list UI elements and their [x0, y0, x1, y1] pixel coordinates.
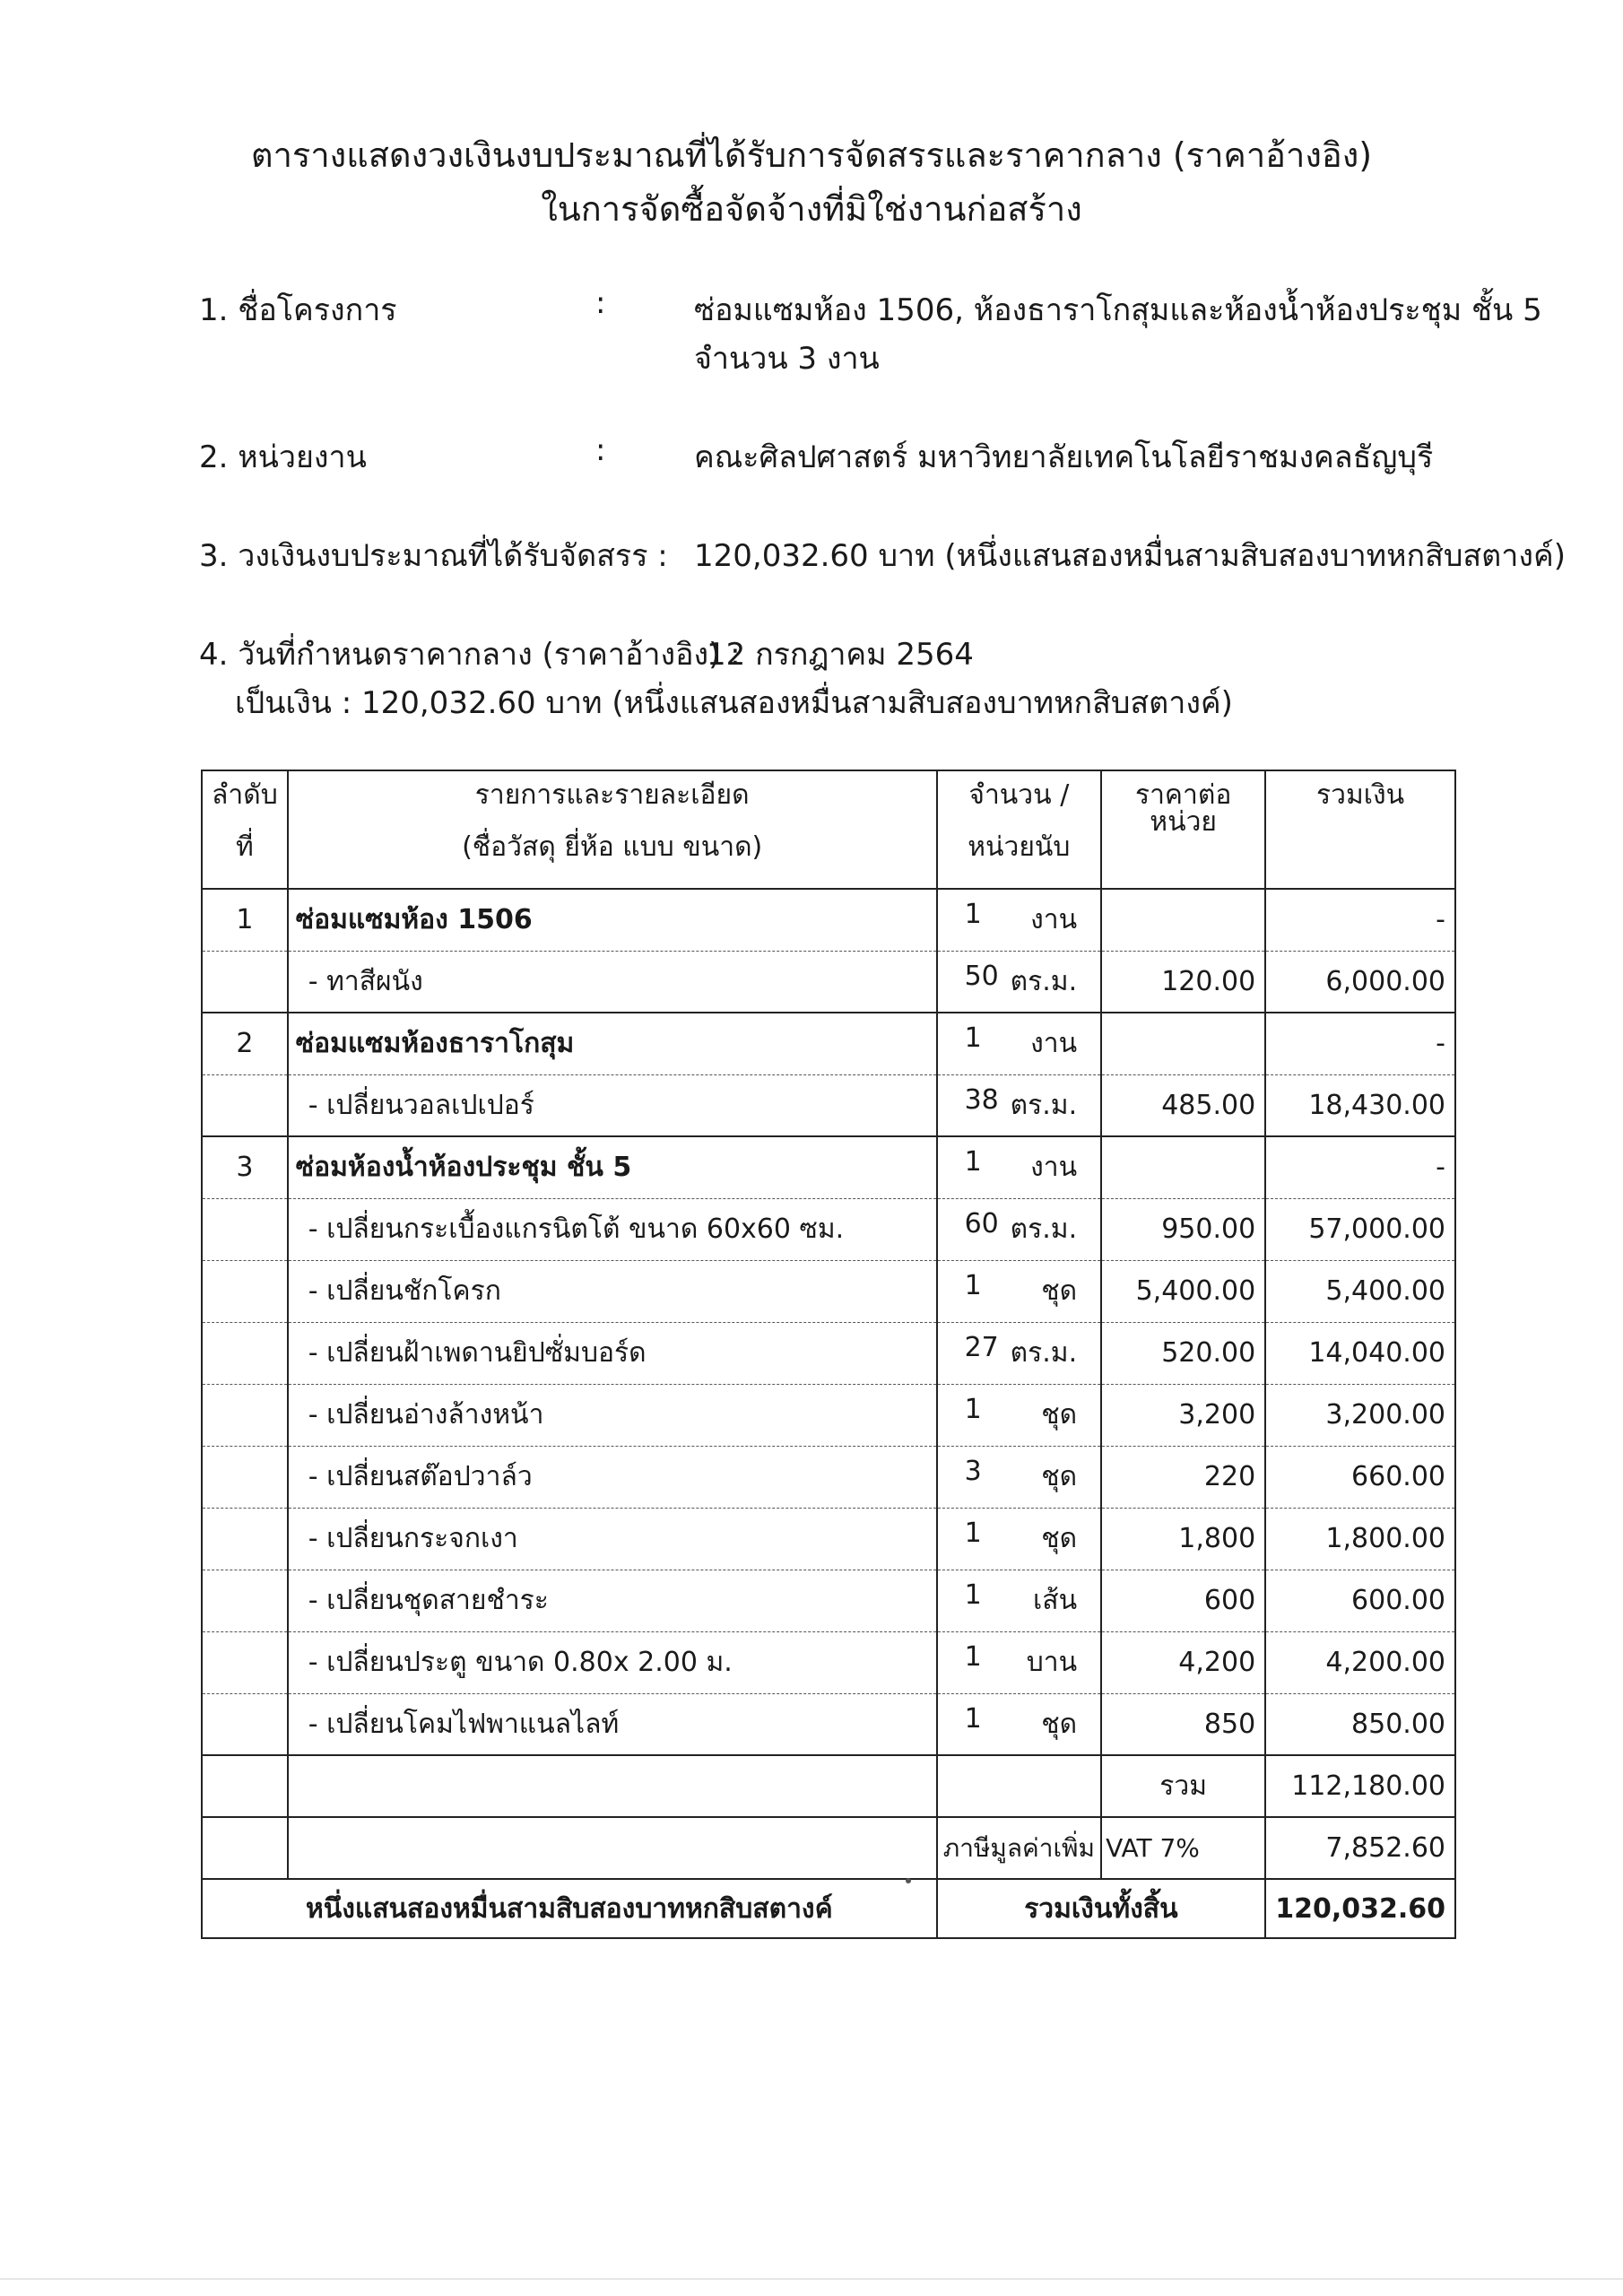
row-qty	[937, 951, 1102, 1013]
row-item: ซ่อมแซมห้อง 1506	[288, 889, 937, 951]
item-row	[202, 1260, 1455, 1322]
row-total: 660.00	[1265, 1446, 1455, 1508]
row-item: - ทาสีผนัง	[288, 951, 937, 1013]
row-total: 18,430.00	[1265, 1074, 1455, 1136]
row-item: - เปลี่ยนสต๊อปวาล์ว	[288, 1446, 937, 1508]
grand-total-label: รวมเงินทั้งสิ้น	[937, 1879, 1266, 1938]
header-unit-price: ราคาต่อหน่วย	[1101, 770, 1265, 889]
row-qty-number: 1	[964, 899, 982, 931]
row-qty-number: 1	[964, 1579, 982, 1611]
row-total: 6,000.00	[1265, 951, 1455, 1013]
header-total: รวมเงิน	[1265, 770, 1455, 889]
row-qty-unit: ตร.ม.	[1010, 1089, 1078, 1121]
header-qty: จำนวน / หน่วยนับ	[937, 770, 1102, 889]
row-qty	[937, 1322, 1102, 1384]
row-item: - เปลี่ยนโคมไฟพาแนลไลท์	[288, 1693, 937, 1755]
row-qty-unit: ชุด	[1041, 1708, 1078, 1740]
row-item: - เปลี่ยนชักโครก	[288, 1260, 937, 1322]
row-unit-price: 850	[1101, 1693, 1265, 1755]
item-row	[202, 1631, 1455, 1693]
row-qty-number: 1	[964, 1146, 982, 1178]
reference-date-value: 12 กรกฎาคม 2564	[707, 637, 974, 673]
row-no	[202, 1508, 288, 1570]
row-no	[202, 1446, 288, 1508]
row-unit-price: 950.00	[1101, 1198, 1265, 1260]
item-row	[202, 1384, 1455, 1446]
item-row	[202, 1322, 1455, 1384]
vat-row	[202, 1817, 1455, 1879]
row-unit-price: 600	[1101, 1570, 1265, 1631]
row-qty-number: 3	[964, 1456, 982, 1487]
row-total: 14,040.00	[1265, 1322, 1455, 1384]
row-qty-number: 38	[964, 1083, 999, 1116]
row-qty-unit: ชุด	[1041, 1275, 1078, 1307]
project-value: ซ่อมแซมห้อง 1506, ห้องธาราโกสุมและห้องน้ำห้องประชุม ชั้น 5	[694, 292, 1542, 328]
section-row	[202, 889, 1455, 951]
row-unit-price	[1101, 1013, 1265, 1074]
row-unit-price	[1101, 889, 1265, 951]
row-qty-unit: งาน	[1030, 904, 1078, 936]
grand-total-words: หนึ่งแสนสองหมื่นสามสิบสองบาทหกสิบสตางค์	[202, 1879, 937, 1938]
row-item: - เปลี่ยนกระจกเงา	[288, 1508, 937, 1570]
row-qty	[937, 1693, 1102, 1755]
row-qty	[937, 889, 1102, 951]
row-qty	[937, 1570, 1102, 1631]
project-label: 1. ชื่อโครงการ	[199, 292, 397, 328]
row-qty	[937, 1260, 1102, 1322]
vat-rate: VAT 7%	[1101, 1817, 1265, 1879]
row-item: - เปลี่ยนประตู ขนาด 0.80x 2.00 ม.	[288, 1631, 937, 1693]
project-count: จำนวน 3 งาน	[694, 341, 880, 377]
scan-speck	[906, 1878, 911, 1883]
row-qty	[937, 1508, 1102, 1570]
row-item: - เปลี่ยนชุดสายชำระ	[288, 1570, 937, 1631]
row-total: 57,000.00	[1265, 1198, 1455, 1260]
budget-label: 3. วงเงินงบประมาณที่ได้รับจัดสรร :	[199, 538, 668, 574]
row-no	[202, 1074, 288, 1136]
row-unit-price: 4,200	[1101, 1631, 1265, 1693]
row-no	[202, 1198, 288, 1260]
row-qty-number: 27	[964, 1332, 999, 1363]
row-qty-number: 1	[964, 1270, 982, 1301]
row-item: - เปลี่ยนฝ้าเพดานยิปซั่มบอร์ด	[288, 1322, 937, 1384]
reference-amount: เป็นเงิน : 120,032.60 บาท (หนึ่งแสนสองหมื่นสามสิบสองบาทหกสิบสตางค์)	[235, 685, 1233, 721]
item-row	[202, 1198, 1455, 1260]
item-row	[202, 1446, 1455, 1508]
row-item: - เปลี่ยนวอลเปเปอร์	[288, 1074, 937, 1136]
row-qty-unit: ชุด	[1041, 1523, 1078, 1554]
header-item: รายการและรายละเอียด (ชื่อวัสดุ ยี่ห้อ แบบ ขนาด)	[288, 770, 937, 889]
grand-total-value: 120,032.60	[1265, 1879, 1455, 1938]
price-table	[201, 770, 1456, 1939]
row-qty-number: 1	[964, 1022, 982, 1055]
item-row	[202, 1693, 1455, 1755]
row-qty-unit: ชุด	[1041, 1461, 1078, 1492]
header-no: ลำดับ ที่	[202, 770, 288, 889]
item-row	[202, 951, 1455, 1013]
row-unit-price: 1,800	[1101, 1508, 1265, 1570]
subtotal-label: รวม	[1101, 1755, 1265, 1817]
unit-label: 2. หน่วยงาน	[199, 439, 367, 475]
row-qty	[937, 1384, 1102, 1446]
row-qty-number: 1	[964, 1702, 982, 1735]
project-colon: :	[595, 285, 606, 321]
row-qty-number: 50	[964, 960, 999, 992]
row-item: ซ่อมห้องน้ำห้องประชุม ชั้น 5	[288, 1136, 937, 1198]
row-total: 3,200.00	[1265, 1384, 1455, 1446]
row-unit-price: 485.00	[1101, 1074, 1265, 1136]
row-qty-unit: ชุด	[1041, 1399, 1078, 1431]
grand-total-row	[202, 1879, 1455, 1938]
row-qty-unit: บาน	[1026, 1647, 1078, 1678]
row-no: 1	[202, 889, 288, 951]
row-qty-unit: ตร.ม.	[1010, 965, 1078, 997]
row-qty-number: 1	[964, 1394, 982, 1425]
row-no	[202, 1693, 288, 1755]
row-qty-number: 60	[964, 1208, 999, 1239]
unit-value: คณะศิลปศาสตร์ มหาวิทยาลัยเทคโนโลยีราชมงคลธัญบุรี	[694, 439, 1434, 475]
row-unit-price: 220	[1101, 1446, 1265, 1508]
row-total: 4,200.00	[1265, 1631, 1455, 1693]
section-row	[202, 1013, 1455, 1074]
row-unit-price: 3,200	[1101, 1384, 1265, 1446]
budget-value: 120,032.60 บาท (หนึ่งแสนสองหมื่นสามสิบสองบาทหกสิบสตางค์)	[694, 538, 1566, 574]
row-qty-unit: เส้น	[1033, 1585, 1078, 1616]
row-no	[202, 1260, 288, 1322]
row-item: - เปลี่ยนกระเบื้องแกรนิตโต้ ขนาด 60x60 ซม.	[288, 1198, 937, 1260]
row-unit-price: 120.00	[1101, 951, 1265, 1013]
vat-label: ภาษีมูลค่าเพิ่ม	[937, 1817, 1102, 1879]
row-item: ซ่อมแซมห้องธาราโกสุม	[288, 1013, 937, 1074]
row-qty	[937, 1013, 1102, 1074]
row-no	[202, 1322, 288, 1384]
row-qty	[937, 1446, 1102, 1508]
row-unit-price: 5,400.00	[1101, 1260, 1265, 1322]
row-no	[202, 1384, 288, 1446]
row-total: -	[1265, 889, 1455, 951]
row-qty-number: 1	[964, 1518, 982, 1549]
row-qty-unit: งาน	[1030, 1152, 1078, 1184]
scan-edge-line	[0, 2278, 1623, 2280]
row-unit-price	[1101, 1136, 1265, 1198]
unit-colon: :	[595, 432, 606, 468]
row-qty	[937, 1136, 1102, 1198]
subtotal-row	[202, 1755, 1455, 1817]
row-no	[202, 951, 288, 1013]
row-no	[202, 1570, 288, 1631]
row-total: 1,800.00	[1265, 1508, 1455, 1570]
document-title-line-2: ในการจัดซื้อจัดจ้างที่มิใช่งานก่อสร้าง	[541, 189, 1082, 229]
row-item: - เปลี่ยนอ่างล้างหน้า	[288, 1384, 937, 1446]
row-total: 850.00	[1265, 1693, 1455, 1755]
row-qty	[937, 1198, 1102, 1260]
vat-value: 7,852.60	[1265, 1817, 1455, 1879]
row-total: 600.00	[1265, 1570, 1455, 1631]
row-qty	[937, 1631, 1102, 1693]
reference-date-label: 4. วันที่กำหนดราคากลาง (ราคาอ้างอิง) :	[199, 637, 741, 673]
item-row	[202, 1508, 1455, 1570]
document-title-line-1: ตารางแสดงวงเงินงบประมาณที่ได้รับการจัดสรรและราคากลาง (ราคาอ้างอิง)	[250, 135, 1373, 175]
row-total: 5,400.00	[1265, 1260, 1455, 1322]
row-qty-number: 1	[964, 1641, 982, 1673]
row-qty	[937, 1074, 1102, 1136]
row-no: 2	[202, 1013, 288, 1074]
row-qty-unit: ตร.ม.	[1010, 1213, 1078, 1245]
row-total: -	[1265, 1136, 1455, 1198]
row-qty-unit: ตร.ม.	[1010, 1337, 1078, 1369]
row-no	[202, 1631, 288, 1693]
row-qty-unit: งาน	[1030, 1028, 1078, 1060]
section-row	[202, 1136, 1455, 1198]
item-row	[202, 1074, 1455, 1136]
row-no: 3	[202, 1136, 288, 1198]
row-total: -	[1265, 1013, 1455, 1074]
subtotal-value: 112,180.00	[1265, 1755, 1455, 1817]
row-unit-price: 520.00	[1101, 1322, 1265, 1384]
table-header-row	[202, 770, 1455, 889]
item-row	[202, 1570, 1455, 1631]
